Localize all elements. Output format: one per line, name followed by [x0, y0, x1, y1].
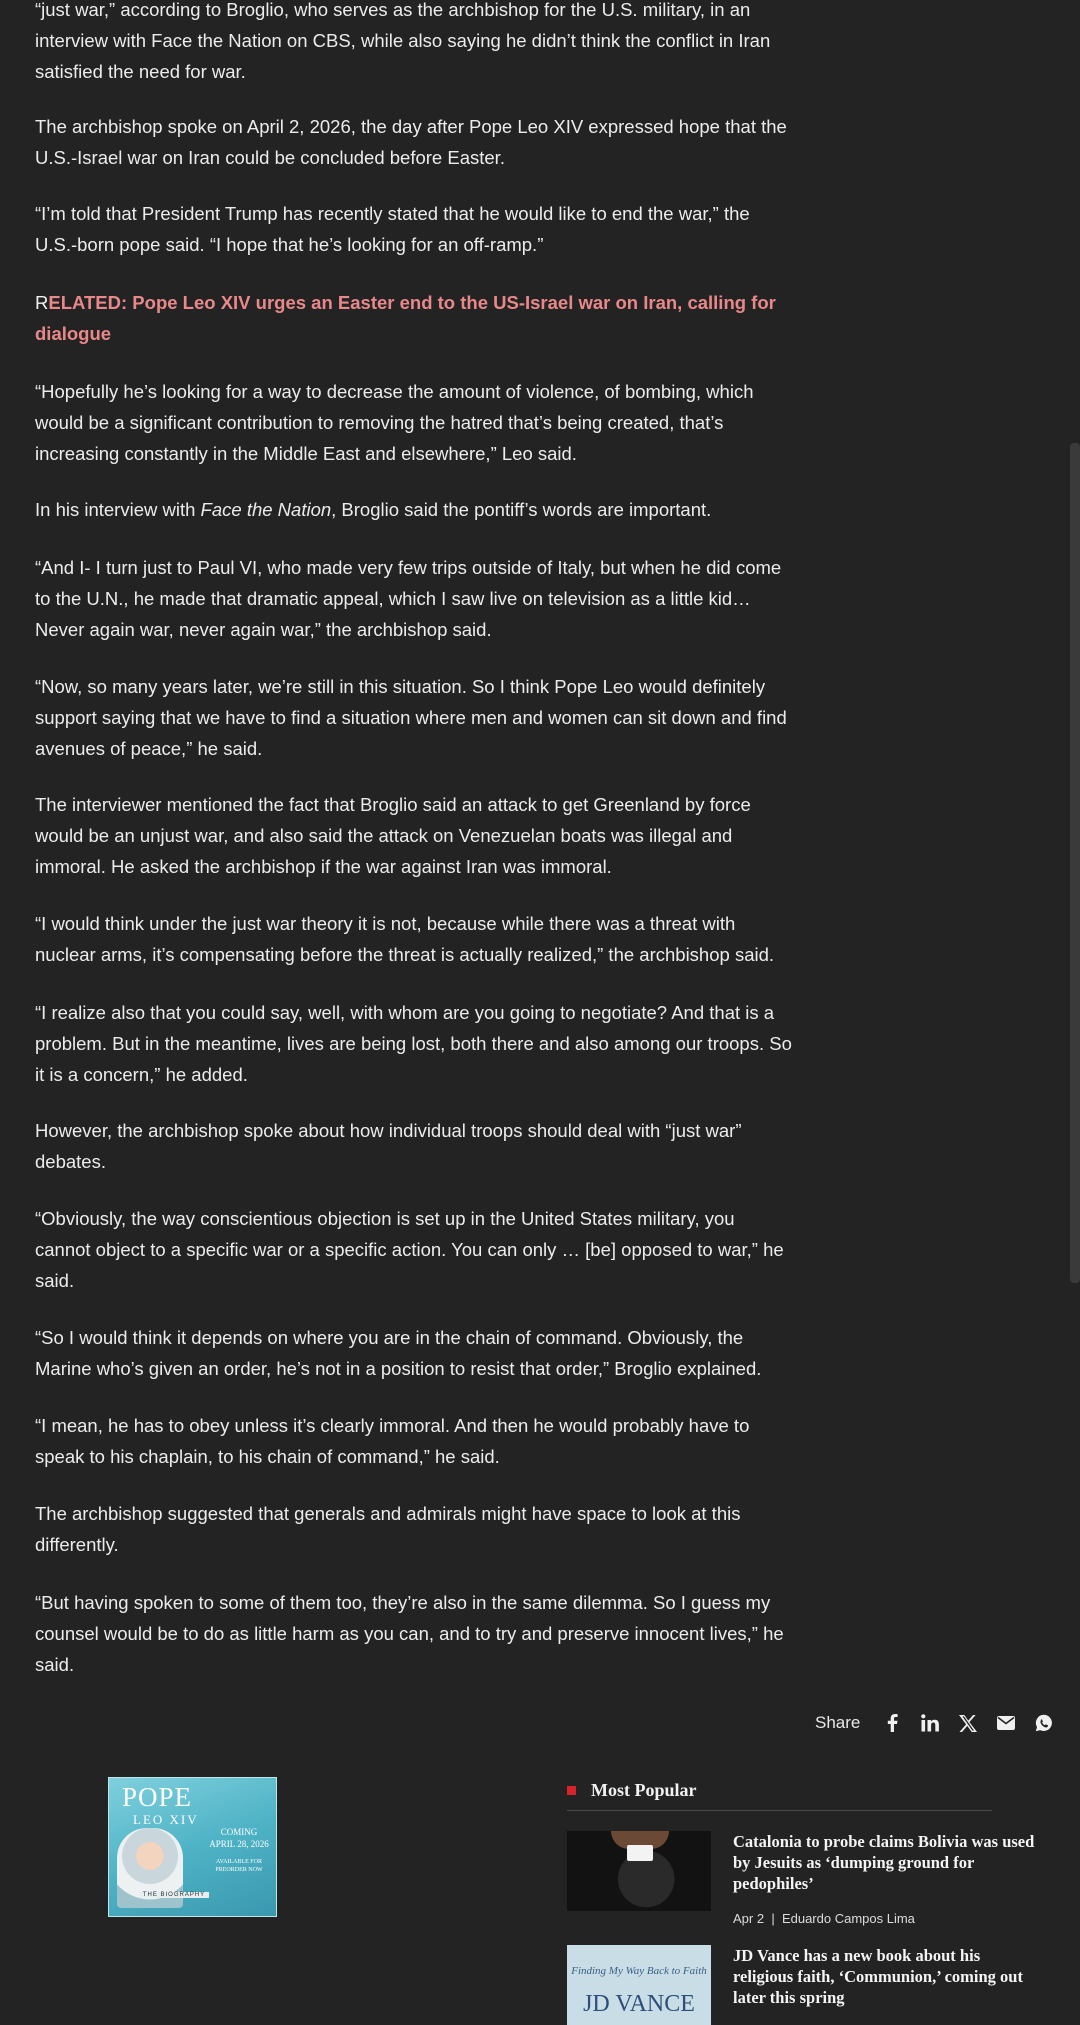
popular-item-title[interactable]: Catalonia to probe claims Bolivia was used by Jesuits as ‘dumping ground for pedophiles’	[733, 1832, 1035, 1893]
article-paragraph: The interviewer mentioned the fact that Broglio said an attack to get Greenland by force would be an unjust war, and also said the attack on Venezuelan boats was illegal and immoral. He asked the archbishop if the war against Iran was immoral.	[35, 794, 751, 877]
article-paragraph: The archbishop spoke on April 2, 2026, the day after Pope Leo XIV expressed hope that the U.S.-Israel war on Iran could be concluded before Easter.	[35, 116, 787, 168]
popular-item-meta	[733, 1911, 915, 1926]
article-paragraph: “Now, so many years later, we’re still in this situation. So I think Pope Leo would definitely support saying that we have to find a situation where men and women can sit down and find avenues of peace,” he said.	[35, 676, 787, 759]
accent-square-icon	[567, 1786, 576, 1795]
article-paragraph: “But having spoken to some of them too, they’re also in the same dilemma. So I guess my counsel would be to do as little harm as you can, and to try and preserve innocent lives,” he said.	[35, 1592, 784, 1675]
related-first-letter: R	[35, 292, 49, 313]
book-cover-thumbnail[interactable]	[567, 1945, 711, 2025]
book-advertisement[interactable]	[108, 1777, 277, 1917]
priest-collar-thumbnail[interactable]	[567, 1831, 711, 1911]
article-paragraph: “Obviously, the way conscientious objection is set up in the United States military, you cannot object to a specific war or a specific action. You can only … [be] opposed to war,” he said.	[35, 1208, 784, 1291]
meta-divider: |	[767, 1911, 779, 1926]
most-popular-heading: Most Popular	[591, 1779, 697, 1800]
share-label: Share	[815, 1713, 861, 1732]
ad-coming-date: COMING APRIL 28, 2026	[209, 1827, 269, 1849]
article-paragraph: “I realize also that you could say, well, with whom are you going to negotiate? And that is a problem. But in the meantime, lives are being lost, both there and also among our troops. So it is a concern,” he added.	[35, 1002, 792, 1085]
article-paragraph-ftn	[35, 494, 795, 525]
thumbnail-book-subtitle: Finding My Way Back to Faith	[571, 1965, 707, 1977]
scrollbar[interactable]	[1070, 443, 1080, 1283]
popular-item-date: Apr 2	[733, 1911, 765, 1926]
share-bar	[815, 1708, 1056, 1738]
article-paragraph: “just war,” according to Broglio, who serves as the archbishop for the U.S. military, in an interview with Face the Nation on CBS, while also saying he didn’t think the conflict in Iran satisfied the need for war.	[35, 0, 771, 82]
popular-item-author[interactable]: Eduardo Campos Lima	[781, 1911, 915, 1926]
article-paragraph: “So I would think it depends on where you are in the chain of command. Obviously, the Marine who’s given an order, he’s not in a position to resist that order,” Broglio explained.	[35, 1327, 762, 1379]
ad-biography-label: THE BIOGRAPHY	[139, 1892, 209, 1898]
thumbnail-book-author: JD VANCE	[583, 1991, 695, 2017]
popular-item-title[interactable]: JD Vance has a new book about his religious faith, ‘Communion,’ coming out later this spring	[733, 1946, 1023, 2007]
facebook-icon[interactable]	[880, 1711, 904, 1735]
x-icon[interactable]	[956, 1711, 980, 1735]
ftn-show-title: Face the Nation	[200, 499, 332, 520]
ftn-after: , Broglio said the pontiff’s words are important.	[331, 499, 712, 520]
article-paragraph: “I mean, he has to obey unless it’s clearly immoral. And then he would probably have to speak to his chaplain, to his chain of command,” he said.	[35, 1415, 750, 1467]
article-paragraph: “Hopefully he’s looking for a way to decrease the amount of violence, of bombing, which would be a significant contribution to removing the hatred that’s being created, that’s increasing constantly in the Middle East and elsewhere,” Leo said.	[35, 381, 754, 464]
article-paragraph: The archbishop suggested that generals and admirals might have space to look at this differently.	[35, 1503, 741, 1555]
article-paragraph: However, the archbishop spoke about how individual troops should deal with “just war” debates.	[35, 1120, 742, 1172]
linkedin-icon[interactable]	[918, 1711, 942, 1735]
most-popular-section	[567, 1770, 1035, 2017]
article-paragraph: “And I- I turn just to Paul VI, who made very few trips outside of Italy, but when he did come to the U.N., he made that dramatic appeal, which I saw live on television as a little kid… Never again war, never again war,” the archbishop said.	[35, 557, 782, 640]
ad-book-title: POPE	[122, 1782, 193, 1812]
most-popular-header	[567, 1770, 992, 1811]
related-article-link[interactable]	[35, 287, 795, 349]
thumbnail-collar	[627, 1845, 653, 1861]
ad-preorder: AVAILABLE FOR PREORDER NOW	[215, 1859, 263, 1873]
email-icon[interactable]	[994, 1711, 1018, 1735]
article-paragraph: “I’m told that President Trump has recently stated that he would like to end the war,” the U.S.-born pope said. “I hope that he’s looking for an off-ramp.”	[35, 203, 750, 255]
article-paragraph: “I would think under the just war theory it is not, because while there was a threat with nuclear arms, it’s compensating before the threat is actually realized,” the archbishop said.	[35, 913, 775, 965]
ad-book-subtitle: LEO XIV	[133, 1812, 199, 1827]
whatsapp-icon[interactable]	[1032, 1711, 1056, 1735]
ftn-before: In his interview with	[35, 499, 201, 520]
related-link-text[interactable]: ELATED: Pope Leo XIV urges an Easter end to the US-Israel war on Iran, calling for dialogue	[35, 292, 776, 344]
